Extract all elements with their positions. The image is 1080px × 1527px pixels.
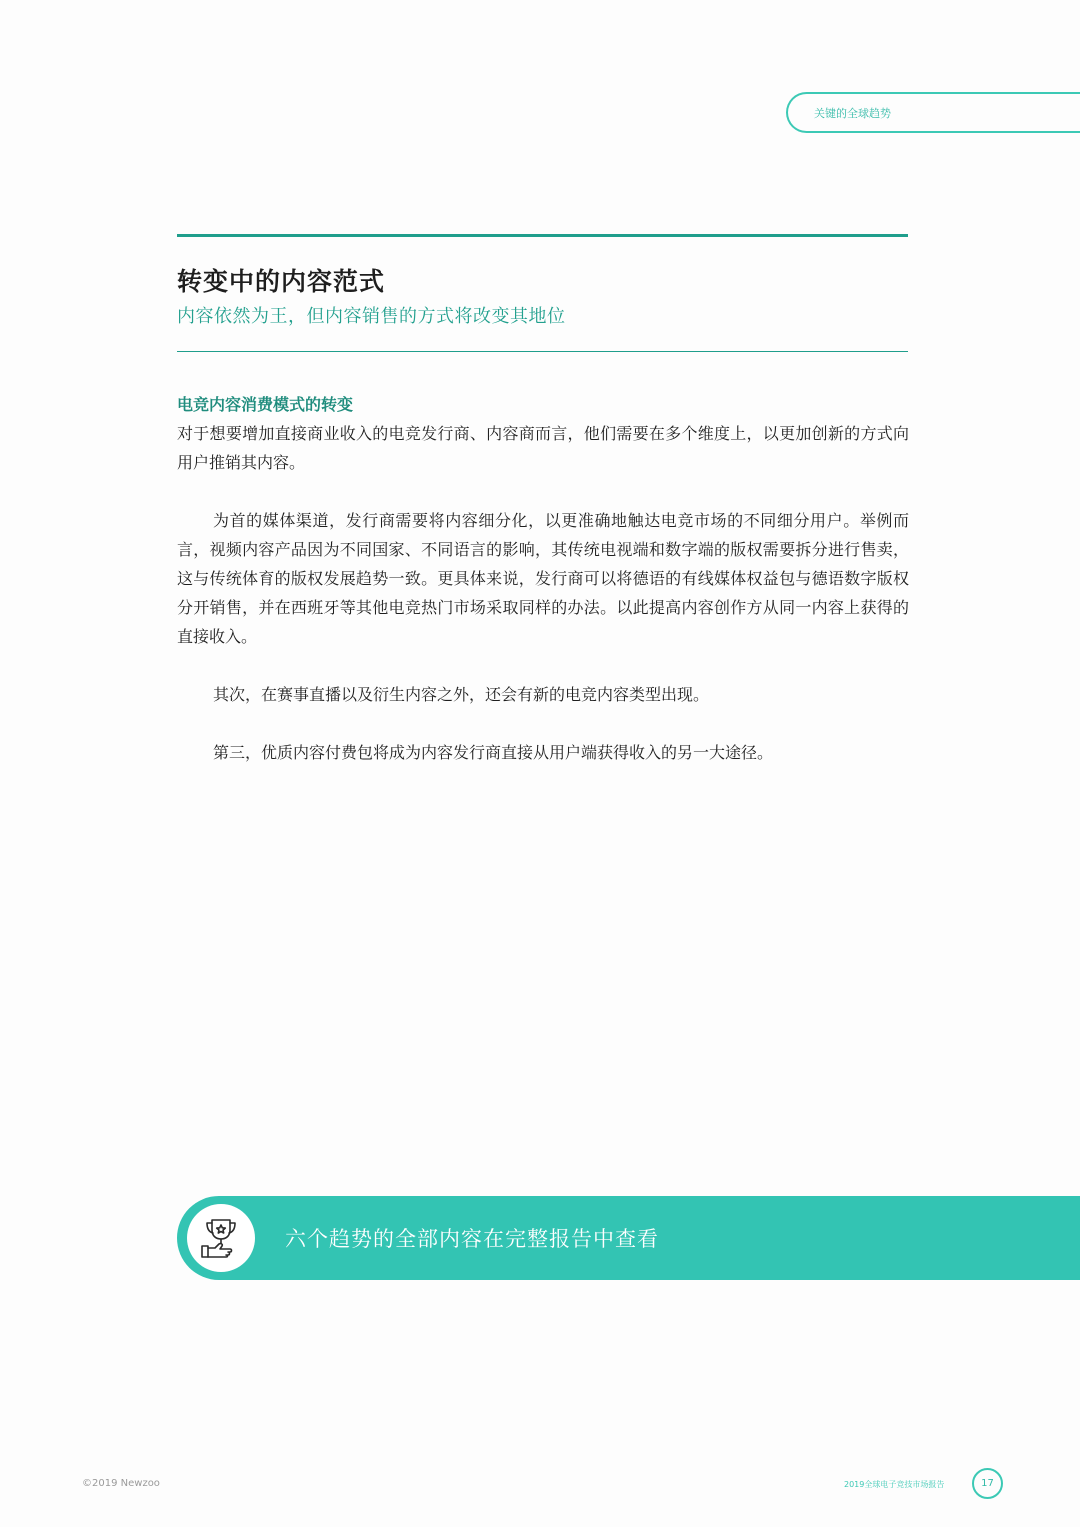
paragraph: 为首的媒体渠道，发行商需要将内容细分化，以更准确地触达电竞市场的不同细分用户。举例而言，视频内容产品因为不同国家、不同语言的影响，其传统电视端和数字端的版权需要拆分进行售卖，这与传统体育的版权发展趋势一致。更具体来说，发行商可以将德语的有线媒体权益包与德语数字版权分开销售，并在西班牙等其他电竞热门市场采取同样的办法。以此提高内容创作方从同一内容上获得的直接收入。 [177,511,909,646]
full-report-banner[interactable] [177,1196,1080,1280]
top-rule [177,234,908,237]
paragraph: 第三，优质内容付费包将成为内容发行商直接从用户端获得收入的另一大途径。 [213,743,774,762]
report-name: 2019全球电子竞技市场报告 [844,1480,945,1489]
page-title: 转变中的内容范式 [177,267,386,296]
section-tab-label: 关键的全球趋势 [814,106,891,120]
paragraph: 对于想要增加直接商业收入的电竞发行商、内容商而言，他们需要在多个维度上，以更加创新的方式向用户推销其内容。 [177,424,909,472]
article-body [177,390,909,767]
copyright: ©2019 Newzoo [82,1478,160,1489]
banner-icon-circle [187,1204,255,1272]
paragraph: 其次，在赛事直播以及衍生内容之外，还会有新的电竞内容类型出现。 [213,685,710,704]
page-subtitle: 内容依然为王，但内容销售的方式将改变其地位 [177,306,566,327]
divider [177,351,908,352]
page-number-label: 17 [981,1478,994,1489]
section-tab [786,92,1080,133]
trophy-hand-icon [198,1215,244,1261]
banner-text: 六个趋势的全部内容在完整报告中查看 [285,1227,659,1251]
section-title: 电竞内容消费模式的转变 [177,395,354,414]
page-number [972,1468,1003,1499]
